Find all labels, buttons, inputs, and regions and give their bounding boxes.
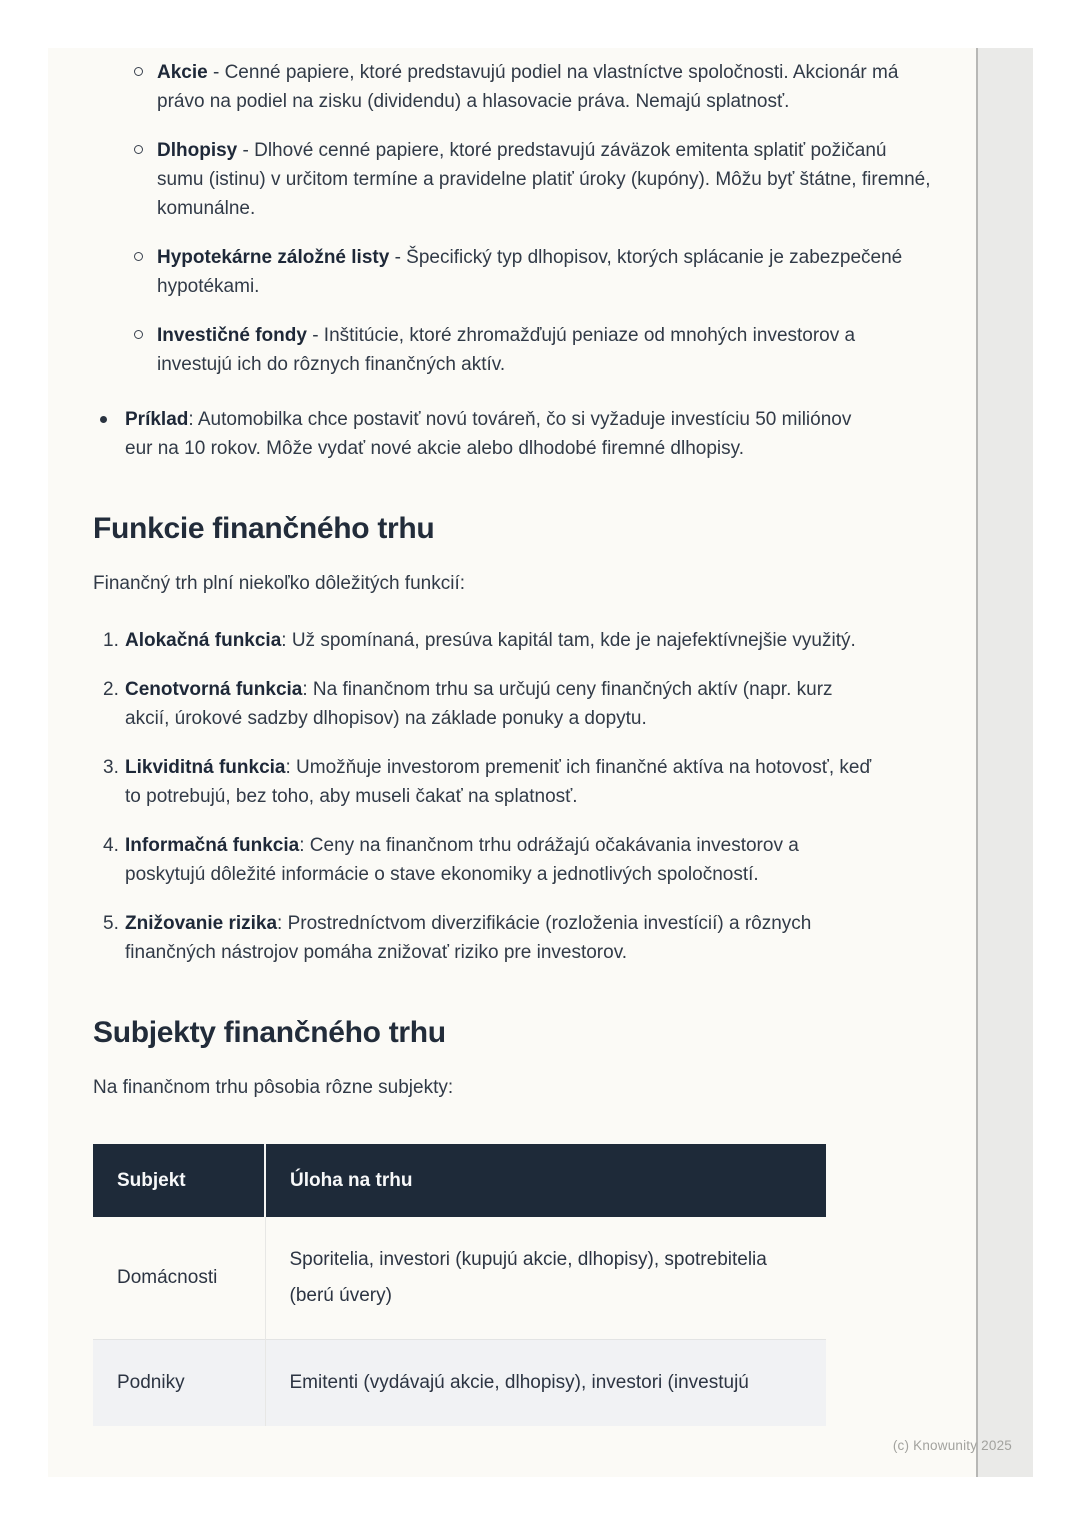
column-header-role: Úloha na trhu (265, 1144, 826, 1217)
functions-numbered-list (93, 626, 931, 967)
function-description: : Na finančnom trhu sa určujú ceny finančných aktív (napr. kurz akcií, úrokové sadzby dlhopisov) na základe ponuky a dopytu. (125, 679, 833, 729)
list-number: 4. (103, 835, 119, 856)
numbered-item (93, 753, 877, 811)
function-description: : Už spomínaná, presúva kapitál tam, kde je najefektívnejšie využitý. (281, 630, 856, 651)
table-row (93, 1340, 826, 1427)
circle-bullet-icon (134, 330, 143, 339)
term-description: - Dlhové cenné papiere, ktoré predstavujú záväzok emitenta splatiť požičanú sumu (istinu) v určitom termíne a pravidelne platiť úroky (kupóny). Môžu byť štátne, firemné, komunálne. (157, 140, 931, 219)
term-label: Akcie (157, 62, 208, 83)
numbered-item (93, 626, 877, 655)
function-term: Likviditná funkcia (125, 757, 286, 778)
term-label: Dlhopisy (157, 140, 238, 161)
function-term: Znižovanie rizika (125, 913, 278, 934)
section-title-functions: Funkcie finančného trhu (93, 512, 435, 545)
table-header (93, 1144, 826, 1217)
numbered-item (93, 909, 877, 967)
cell-subject: Domácnosti (117, 1267, 218, 1288)
function-description: : Prostredníctvom diverzifikácie (rozloženia investícií) a rôznych finančných nástrojov pomáha znižovať riziko pre investorov. (125, 913, 812, 963)
functions-intro: Finančný trh plní niekoľko dôležitých funkcií: (93, 573, 466, 594)
term-description: - Inštitúcie, ktoré zhromažďujú peniaze od mnohých investorov a investujú ich do rôznych finančných aktív. (157, 325, 856, 375)
term-label: Investičné fondy (157, 325, 307, 346)
subjects-intro: Na finančnom trhu pôsobia rôzne subjekty: (93, 1077, 454, 1098)
cell-role: Emitenti (vydávajú akcie, dlhopisy), investori (investujú (265, 1340, 826, 1427)
numbered-item (93, 831, 877, 889)
circle-bullet-icon (134, 67, 143, 76)
function-description: : Ceny na finančnom trhu odrážajú očakávania investorov a poskytujú dôležité informácie o stave ekonomiky a jednotlivých spoločností. (125, 835, 799, 885)
section-title-subjects: Subjekty finančného trhu (93, 1016, 446, 1049)
table-row (93, 1217, 826, 1340)
list-item (93, 243, 931, 301)
list-number: 2. (103, 679, 119, 700)
function-term: Informačná funkcia (125, 835, 300, 856)
list-number: 3. (103, 757, 119, 778)
list-number: 1. (103, 630, 119, 651)
vertical-scrollbar[interactable] (976, 48, 1033, 1477)
cell-subject: Podniky (117, 1372, 185, 1393)
page-content (48, 48, 976, 1426)
document-viewer (48, 48, 1033, 1477)
instrument-bullet-list (93, 58, 931, 379)
function-term: Alokačná funkcia (125, 630, 282, 651)
example-item (93, 405, 872, 463)
watermark: (c) Knowunity 2025 (892, 1438, 1012, 1453)
term-description: - Špecifický typ dlhopisov, ktorých splácanie je zabezpečené hypotékami. (157, 247, 903, 297)
list-item (93, 58, 931, 116)
column-header-subject: Subjekt (93, 1144, 265, 1217)
list-number: 5. (103, 913, 119, 934)
function-term: Cenotvorná funkcia (125, 679, 303, 700)
circle-bullet-icon (134, 145, 143, 154)
table-header-row (93, 1144, 826, 1217)
bullet-dot-icon (100, 416, 107, 423)
cell-role: Sporitelia, investori (kupujú akcie, dlhopisy), spotrebitelia (berú úvery) (265, 1217, 826, 1340)
list-item (93, 136, 931, 223)
circle-bullet-icon (134, 252, 143, 261)
example-text: : Automobilka chce postaviť novú továreň, čo si vyžaduje investíciu 50 miliónov eur na 10 rokov. Môže vydať nové akcie alebo dlhodobé firemné dlhopisy. (125, 409, 852, 459)
subjects-table (93, 1144, 826, 1426)
example-bullet-list (93, 405, 931, 463)
list-item (93, 321, 931, 379)
document-page (48, 48, 976, 1477)
term-description: - Cenné papiere, ktoré predstavujú podiel na vlastníctve spoločnosti. Akcionár má právo na podiel na zisku (dividendu) a hlasovacie práva. Nemajú splatnosť. (157, 62, 899, 112)
function-description: : Umožňuje investorom premeniť ich finančné aktíva na hotovosť, keď to potrebujú, bez toho, aby museli čakať na splatnosť. (125, 757, 872, 807)
numbered-item (93, 675, 877, 733)
example-label: Príklad (125, 409, 189, 430)
term-label: Hypotekárne záložné listy (157, 247, 390, 268)
